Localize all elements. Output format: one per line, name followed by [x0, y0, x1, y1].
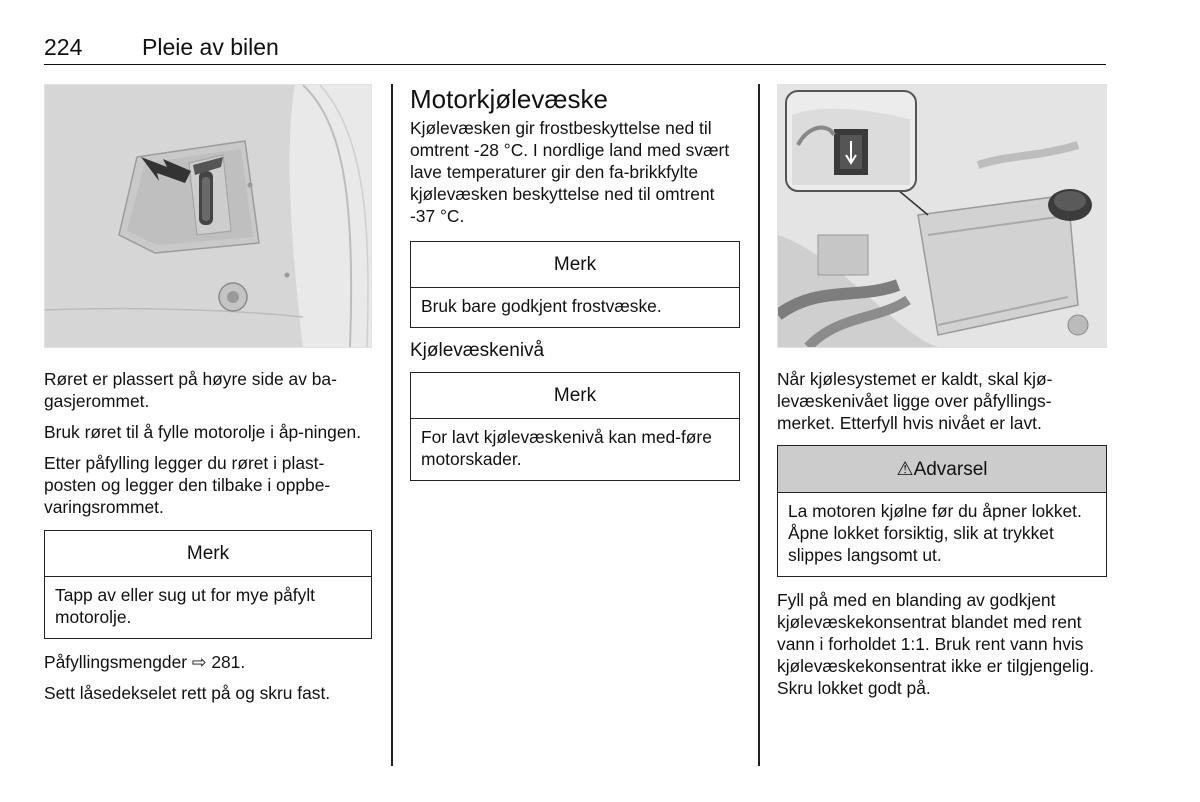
- note-title: Merk: [411, 242, 739, 288]
- warning-text: La motoren kjølne før du åpner lokket. Åpne lokket forsiktig, slik at trykket slippes langsomt ut.: [788, 501, 1082, 565]
- warning-box: [777, 445, 1107, 577]
- column-divider: [391, 84, 393, 766]
- note-text: Bruk bare godkjent frostvæske.: [421, 296, 662, 316]
- paragraph: Røret er plassert på høyre side av ba-gasjerommet.: [44, 369, 337, 411]
- paragraph: Fyll på med en blanding av godkjent kjølevæskekonsentrat blandet med rent vann i forholdet 1:1. Bruk rent vann hvis kjølevæskekonsentrat ikke er tilgjengelig. Skru lokket godt på.: [777, 590, 1095, 698]
- reference-page: 281.: [211, 652, 246, 672]
- page-number: 224: [44, 34, 83, 60]
- paragraph: Når kjølesystemet er kaldt, skal kjø-levæskenivået ligge over påfyllings-merket. Etterfyll hvis nivået er lavt.: [777, 369, 1053, 433]
- warning-title-row: [778, 446, 1106, 493]
- note-text: Tapp av eller sug ut for mye påfylt motorolje.: [55, 585, 316, 627]
- page-reference: [44, 651, 372, 673]
- note-title: Merk: [411, 373, 739, 419]
- note-box: [410, 241, 740, 328]
- column-1: [44, 84, 372, 713]
- paragraph: Kjølevæsken gir frostbeskyttelse ned til omtrent -28 °C. I nordlige land med svært lave temperaturer gir den fa-brikkfylte kjølevæsken beskyttelse ned til omtrent -37 °C.: [410, 118, 730, 226]
- column-2: [410, 84, 740, 493]
- reference-label: Påfyllingsmengder: [44, 652, 188, 672]
- paragraph: Etter påfylling legger du røret i plast-posten og legger den tilbake i oppbe-varingsrommet.: [44, 453, 331, 517]
- section-heading: Motorkjølevæske: [410, 84, 608, 114]
- sub-heading: Kjølevæskenivå: [410, 340, 545, 361]
- running-title: Pleie av bilen: [142, 34, 279, 60]
- paragraph: Sett låsedekselet rett på og skru fast.: [44, 683, 331, 703]
- warning-title: Advarsel: [913, 459, 988, 480]
- arrow-reference-icon: ⇨: [191, 652, 207, 672]
- engine-coolant-reservoir-illustration: [777, 84, 1107, 348]
- note-box: [44, 530, 372, 639]
- trunk-filler-tube-illustration: [44, 84, 372, 348]
- paragraph: Bruk røret til å fylle motorolje i åp-ningen.: [44, 422, 362, 442]
- warning-triangle-icon: ⚠: [896, 459, 914, 480]
- note-box: [410, 372, 740, 481]
- page-header: [44, 34, 1106, 65]
- note-title: Merk: [45, 531, 371, 577]
- column-divider: [758, 84, 760, 766]
- column-3: [777, 84, 1107, 708]
- note-text: For lavt kjølevæskenivå kan med-føre motorskader.: [421, 427, 712, 469]
